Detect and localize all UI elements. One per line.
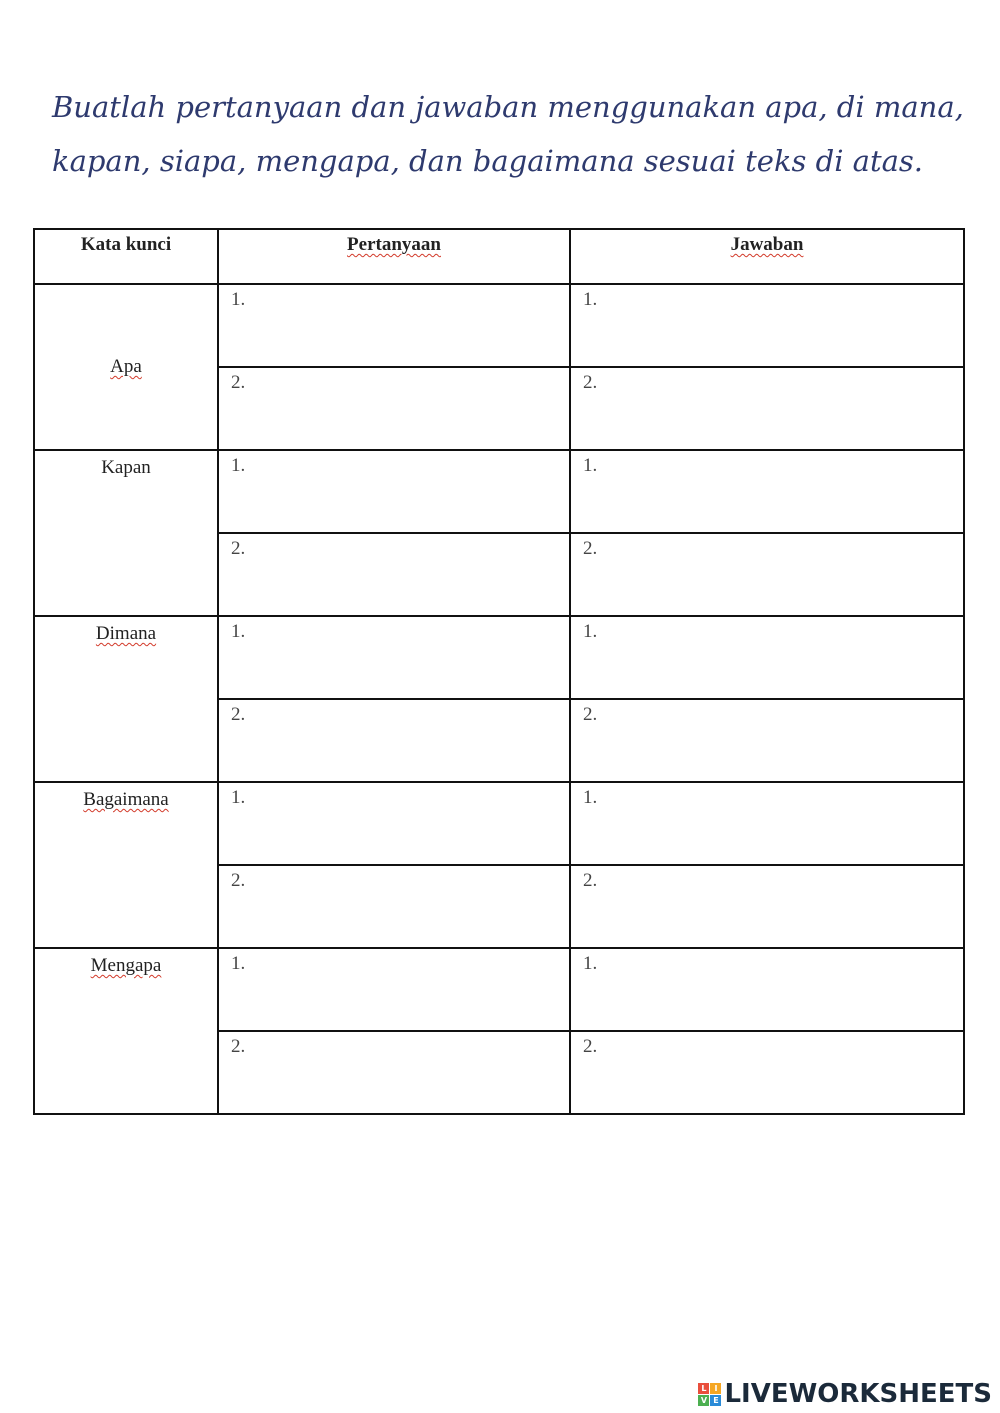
- item-number: 2.: [231, 538, 246, 559]
- item-number: 2.: [583, 870, 598, 891]
- question-cell[interactable]: [218, 865, 570, 948]
- item-number: 2.: [583, 538, 598, 559]
- table-row-mengapa-1: [34, 948, 964, 1031]
- logo-letter-v: V: [698, 1395, 709, 1406]
- table-header-row: [34, 229, 964, 284]
- item-number: 1.: [231, 621, 246, 642]
- question-cell[interactable]: [218, 1031, 570, 1114]
- item-number: 2.: [231, 1036, 246, 1057]
- answer-cell[interactable]: [570, 699, 964, 782]
- table-row-kapan-1: [34, 450, 964, 533]
- table-row-bagaimana-1: [34, 782, 964, 865]
- question-cell[interactable]: [218, 367, 570, 450]
- header-question-label: Pertanyaan: [347, 234, 441, 255]
- keyword-label: Apa: [110, 356, 142, 377]
- keyword-label: Mengapa: [90, 955, 162, 976]
- answer-cell[interactable]: [570, 367, 964, 450]
- instruction-line-2: kapan, siapa, mengapa, dan bagaimana sesuai teks di atas.: [52, 144, 924, 178]
- keyword-cell-kapan: [34, 450, 218, 616]
- logo-letter-e: E: [710, 1395, 721, 1406]
- liveworksheets-logo: [698, 1379, 992, 1409]
- answer-cell[interactable]: [570, 533, 964, 616]
- answer-cell[interactable]: [570, 865, 964, 948]
- instruction-line-1: Buatlah pertanyaan dan jawaban menggunakan apa, di mana,: [52, 90, 964, 124]
- keyword-label: Bagaimana: [83, 789, 169, 810]
- table-row-dimana-1: [34, 616, 964, 699]
- keyword-cell-apa: [34, 284, 218, 450]
- item-number: 2.: [231, 870, 246, 891]
- item-number: 1.: [583, 455, 598, 476]
- liveworksheets-logo-icon: [698, 1383, 721, 1406]
- question-cell[interactable]: [218, 450, 570, 533]
- header-question: [218, 229, 570, 284]
- keyword-cell-mengapa: [34, 948, 218, 1114]
- question-cell[interactable]: [218, 782, 570, 865]
- item-number: 2.: [583, 704, 598, 725]
- item-number: 1.: [583, 621, 598, 642]
- item-number: 1.: [231, 787, 246, 808]
- item-number: 1.: [231, 953, 246, 974]
- question-cell[interactable]: [218, 699, 570, 782]
- item-number: 2.: [231, 372, 246, 393]
- table-row-apa-1: [34, 284, 964, 367]
- liveworksheets-logo-text: LIVEWORKSHEETS: [724, 1379, 992, 1409]
- keyword-cell-dimana: [34, 616, 218, 782]
- header-answer: [570, 229, 964, 284]
- question-answer-table: [33, 228, 965, 1115]
- header-keyword: [34, 229, 218, 284]
- item-number: 2.: [583, 372, 598, 393]
- item-number: 1.: [231, 455, 246, 476]
- keyword-cell-bagaimana: [34, 782, 218, 948]
- answer-cell[interactable]: [570, 284, 964, 367]
- item-number: 1.: [583, 289, 598, 310]
- item-number: 1.: [583, 953, 598, 974]
- logo-letter-l: L: [698, 1383, 709, 1394]
- header-answer-label: Jawaban: [730, 234, 804, 255]
- keyword-label: Dimana: [95, 623, 157, 644]
- answer-cell[interactable]: [570, 450, 964, 533]
- question-cell[interactable]: [218, 948, 570, 1031]
- question-cell[interactable]: [218, 533, 570, 616]
- answer-cell[interactable]: [570, 782, 964, 865]
- item-number: 2.: [231, 704, 246, 725]
- item-number: 1.: [583, 787, 598, 808]
- logo-letter-i: I: [710, 1383, 721, 1394]
- item-number: 2.: [583, 1036, 598, 1057]
- answer-cell[interactable]: [570, 948, 964, 1031]
- answer-cell[interactable]: [570, 1031, 964, 1114]
- question-cell[interactable]: [218, 284, 570, 367]
- answer-cell[interactable]: [570, 616, 964, 699]
- question-cell[interactable]: [218, 616, 570, 699]
- keyword-label: Kapan: [101, 457, 151, 478]
- item-number: 1.: [231, 289, 246, 310]
- instruction-text: [52, 80, 972, 188]
- header-keyword-label: Kata kunci: [80, 234, 172, 255]
